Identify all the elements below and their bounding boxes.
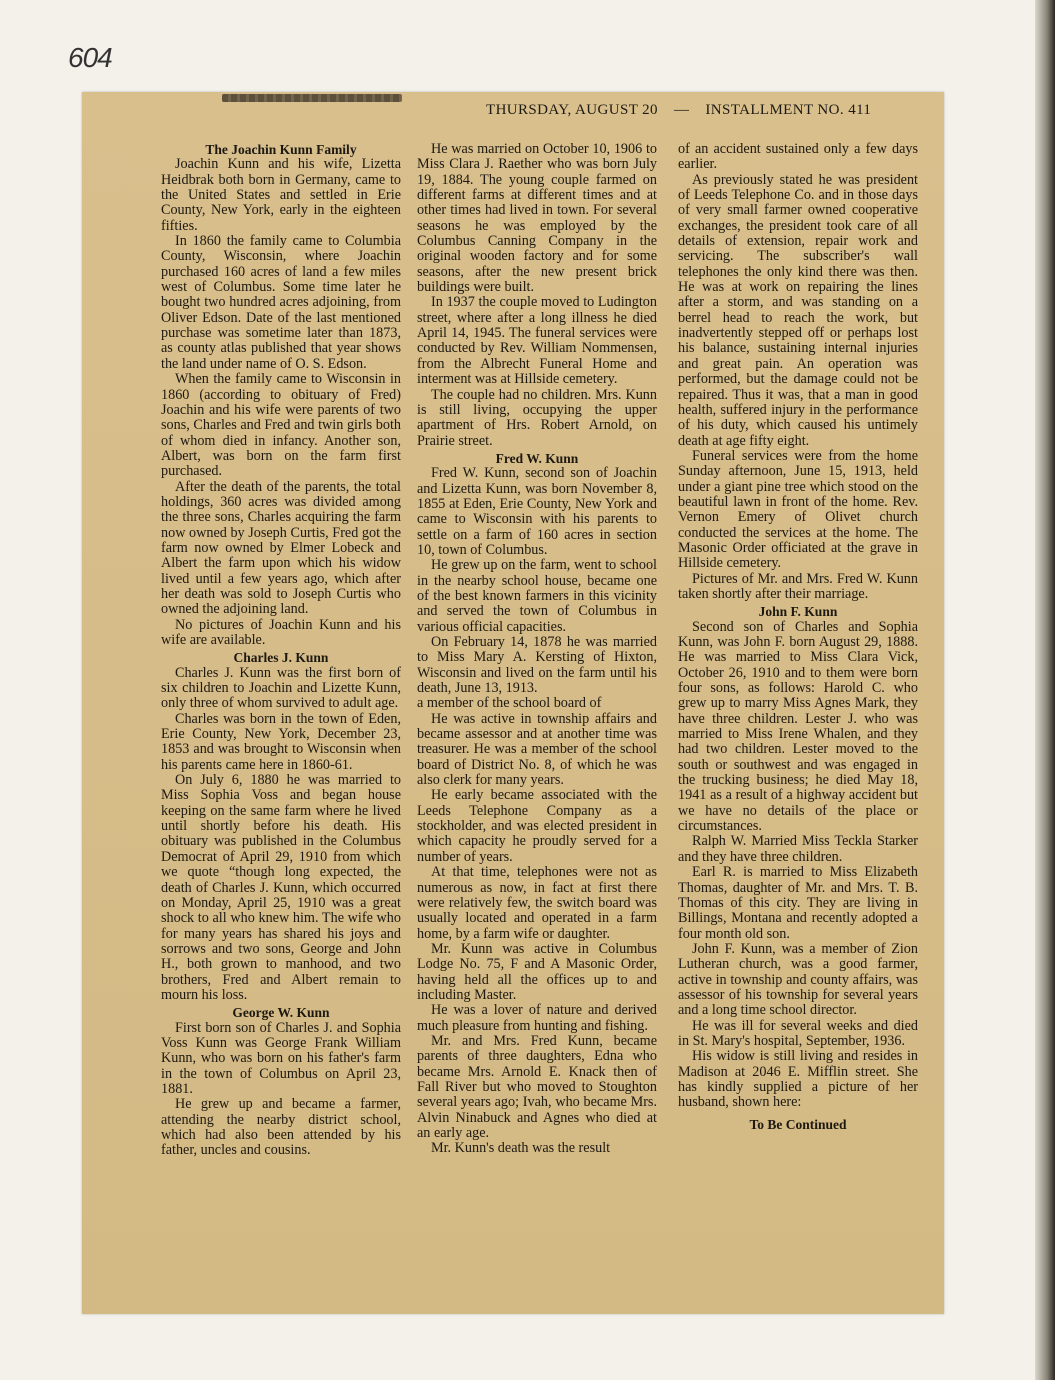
masthead-installment: INSTALLMENT NO. 411 xyxy=(705,102,872,118)
newspaper-clipping xyxy=(82,92,944,1314)
paragraph: At that time, telephones were not as numerous as now, in fact at first there were relatively few, the switch board was usually located and operated in a farm home, by a farm wife or daughter. xyxy=(417,864,657,942)
paragraph: a member of the school board of xyxy=(417,695,602,712)
paragraph: Ralph W. Married Miss Teckla Starker and they have three children. xyxy=(678,833,918,865)
paragraph: He was active in township affairs and became assessor and at another time was treasurer. He was a member of the school board of District No. 8, of which he was also clerk for many years. xyxy=(417,710,657,789)
paragraph: He early became associated with the Leeds Telephone Company as a stockholder, and was elected president in which capacity he proudly served for a number of years. xyxy=(417,787,657,865)
section-heading: John F. Kunn xyxy=(758,604,838,620)
section-heading: Fred W. Kunn xyxy=(495,450,579,466)
masthead-ornament xyxy=(222,94,402,102)
paragraph: He was married on October 10, 1906 to Miss Clara J. Raether who was born July 19, 1884. The young couple farmed on different farms at different times and at other times had lived in town. For several seasons he was employed by the Columbus Canning Company in the original wooden factory and for some seasons, after the new present brick buildings were built. xyxy=(417,141,657,296)
paragraph: On July 6, 1880 he was married to Miss Sophia Voss and began house keeping on the same farm where he lived until shortly before his death. His obituary was published in the Columbus Democrat of April 29, 1910 from which we quote “though long expected, the death of Charles J. Kunn, which occurred on Monday, April 25, 1910 was a great shock to all who knew him. The wife who for many years has shared his joys and sorrows and two sons, George and John H., both grown to manhood, and two brothers, Fred and Albert remain to mourn his loss. xyxy=(161,772,401,1003)
article-column-1 xyxy=(161,142,401,1159)
paragraph: First born son of Charles J. and Sophia Voss Kunn was George Frank William Kunn, who was born on his father's farm in the town of Columbus on April 23, 1881. xyxy=(161,1019,401,1097)
paragraph: On February 14, 1878 he was married to Miss Mary A. Kersting of Hixton, Wisconsin and lived on the farm until his death, June 13, 1913. xyxy=(417,634,657,697)
paragraph: As previously stated he was president of Leeds Telephone Co. and in those days of very small farmer owned cooperative exchanges, the president took care of all details of extension, repair work and servicing. The subscriber's wall telephones the only kind there was then. He was at work on repairing the lines after a storm, and was standing on a berrel head to reach the work, but inadvertently stepped off or perhaps lost his balance, sustaining internal injuries and great pain. An operation was performed, but the damage could not be repaired. Thus it was, that a man in good health, suffered injury in the performance of his duty, which caused his untimely death at age fifty eight. xyxy=(678,171,918,449)
paragraph: No pictures of Joachin Kunn and his wife are available. xyxy=(161,616,401,648)
section-heading: The Joachin Kunn Family xyxy=(205,142,357,157)
paragraph: After the death of the parents, the total holdings, 360 acres was divided among the three sons, Charles acquiring the farm now owned by Joseph Curtis, Fred got the farm now owned by Elmer Lobeck and Albert the farm upon which his widow lived until a few years ago, which after her death was sold to Joseph Curtis who owned the adjoining land. xyxy=(161,478,401,618)
paragraph: Mr. Kunn was active in Columbus Lodge No. 75, F and A Masonic Order, having held all the offices up to and including Master. xyxy=(417,940,657,1003)
paragraph: He grew up on the farm, went to school in the nearby school house, became one of the best known farmers in this vicinity and served the town of Columbus in various official capacities. xyxy=(417,557,657,635)
paragraph: Second son of Charles and Sophia Kunn, was John F. born August 29, 1888. He was married to Miss Clara Vick, October 26, 1910 and to them were born four sons, as follows: Harold C. who grew up to marry Miss Agnes Mark, they have three children. Lester J. who was married to Miss Irene Whalen, and they had two children. Lester moved to the south or southwest and was engaged in the trucking business; he died May 18, 1941 as a result of a highway accident but we have no details of the place or circumstances. xyxy=(678,618,918,835)
paragraph: Fred W. Kunn, second son of Joachin and Lizetta Kunn, was born November 8, 1855 at Eden, Erie County, New York and came to Wisconsin with his parents to settle on a farm of 160 acres in section 10, town of Columbus. xyxy=(417,465,657,558)
paragraph: Charles was born in the town of Eden, Erie County, New York, December 23, 1853 and was brought to Wisconsin when his parents came here in 1860-61. xyxy=(161,710,401,773)
section-heading: George W. Kunn xyxy=(232,1005,330,1021)
paragraph: In 1860 the family came to Columbia County, Wisconsin, where Joachin purchased 160 acres of land a few miles west of Columbus. Some time later he bought two hundred acres adjoining, from Oliver Edson. Date of the last mentioned purchase was sometime later than 1873, as county atlas published that year shows the land under name of O. S. Edson. xyxy=(161,233,401,372)
article-column-3 xyxy=(678,142,918,1132)
paragraph: Mr. and Mrs. Fred Kunn, became parents of three daughters, Edna who became Mrs. Arnold E. Knack then of Fall River but who moved to Stoughton several years ago; Ivah, who became Mrs. Alvin Ninabuck and Agnes who died at an early age. xyxy=(417,1032,657,1141)
paragraph: Earl R. is married to Miss Elizabeth Thomas, daughter of Mr. and Mrs. T. B. Thomas of this city. They are living in Billings, Montana and recently adopted a four month old son. xyxy=(678,864,918,942)
paragraph: In 1937 the couple moved to Ludington street, where after a long illness he died April 14, 1945. The funeral services were conducted by Rev. William Nommensen, from the Albrecht Funeral Home and interment was at Hillside cemetery. xyxy=(417,294,657,388)
paragraph: Funeral services were from the home Sunday afternoon, June 15, 1913, held under a giant pine tree which stood on the beautiful lawn in front of the home. Rev. Vernon Emery of Olivet church conducted the services at the home. The Masonic Order officiated at the grave in Hillside cemetery. xyxy=(678,447,918,572)
masthead-date: THURSDAY, AUGUST 20 xyxy=(486,102,658,118)
paragraph: He was ill for several weeks and died in St. Mary's hospital, September, 1936. xyxy=(678,1017,918,1049)
paragraph: His widow is still living and resides in Madison at 2046 E. Mifflin street. She has kindly supplied a picture of her husband, shown here: xyxy=(678,1048,918,1111)
paragraph: Pictures of Mr. and Mrs. Fred W. Kunn taken shortly after their marriage. xyxy=(678,570,918,602)
paragraph: He grew up and became a farmer, attending the nearby district school, which had also been attended by his father, uncles and cousins. xyxy=(161,1096,401,1159)
to-be-continued: To Be Continued xyxy=(749,1116,847,1132)
page-edge-shadow xyxy=(1035,0,1055,1380)
paragraph: When the family came to Wisconsin in 1860 (according to obituary of Fred) Joachin and his wife were parents of two sons, Charles and Fred and twin girls both of whom died in infancy. Another son, Albert, was born on the farm first purchased. xyxy=(161,371,401,480)
paragraph: He was a lover of nature and derived much pleasure from hunting and fishing. xyxy=(417,1002,657,1034)
masthead xyxy=(486,102,936,122)
paragraph: The couple had no children. Mrs. Kunn is still living, occupying the upper apartment of Hrs. Robert Arnold, on Prairie street. xyxy=(417,386,657,449)
paragraph: John F. Kunn, was a member of Zion Lutheran church, was a good farmer, active in township and county affairs, was assessor of his township for several years and a long time school director. xyxy=(678,940,918,1019)
paragraph: Charles J. Kunn was the first born of six children to Joachin and Lizette Kunn, only three of whom survived to adult age. xyxy=(161,664,401,712)
paragraph: of an accident sustained only a few days earlier. xyxy=(678,141,918,173)
masthead-separator: — xyxy=(673,102,690,118)
page-number: 604 xyxy=(68,42,112,73)
paragraph: Mr. Kunn's death was the result xyxy=(431,1140,611,1157)
section-heading: Charles J. Kunn xyxy=(233,650,329,666)
paragraph: Joachin Kunn and his wife, Lizetta Heidbrak both born in Germany, came to the United States and settled in Erie County, New York, early in the eighteen fifties. xyxy=(161,156,401,234)
article-column-2 xyxy=(417,142,657,1157)
